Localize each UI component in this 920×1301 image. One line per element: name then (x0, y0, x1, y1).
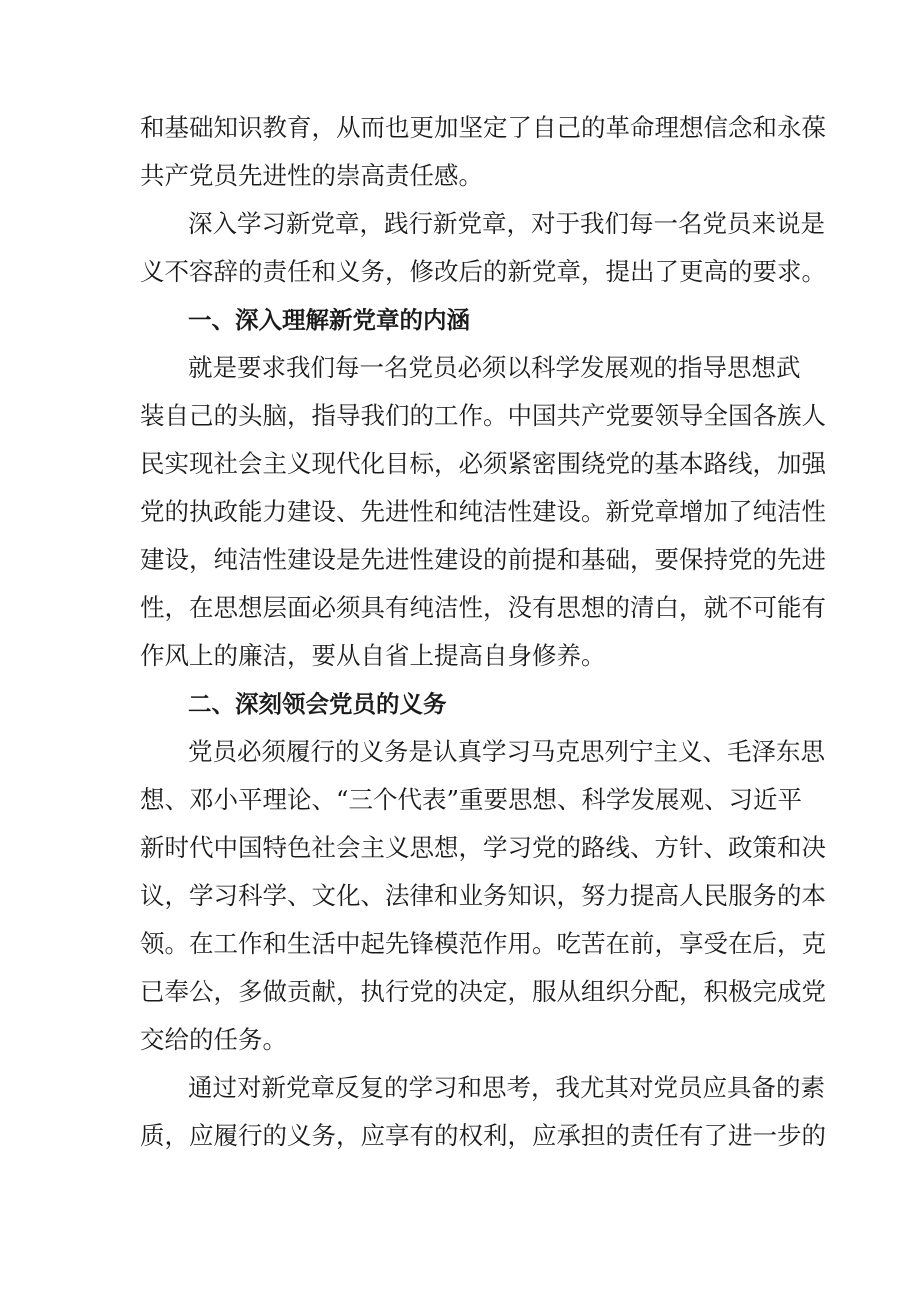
paragraph (140, 728, 826, 1064)
text-line: 义不容辞的责任和义务，修改后的新党章，提出了更高的要求。 (140, 257, 826, 286)
section-heading: 二、深刻领会党员的义务 (188, 690, 447, 718)
text-line: 新时代中国特色社会主义思想，学习党的路线、方针、政策和决 (140, 833, 826, 862)
text-line: 想、邓小平理论、“三个代表”重要思想、科学发展观、习近平 (140, 785, 803, 814)
text-line: 作风上的廉洁，要从自省上提高自身修养。 (140, 641, 606, 670)
paragraph (140, 344, 826, 680)
paragraph (140, 200, 826, 296)
paragraph (140, 104, 826, 200)
text-line: 民实现社会主义现代化目标，必须紧密围绕党的基本路线，加强 (140, 449, 826, 478)
text-line: 质，应履行的义务，应享有的权利，应承担的责任有了进一步的 (140, 1121, 826, 1150)
text-line: 深入学习新党章，践行新党章，对于我们每一名党员来说是 (188, 209, 825, 238)
text-line: 和基础知识教育，从而也更加坚定了自己的革命理想信念和永葆 (140, 113, 826, 142)
paragraph (140, 1064, 826, 1160)
text-line: 就是要求我们每一名党员必须以科学发展观的指导思想武 (188, 353, 801, 382)
text-line: 议，学习科学、文化、法律和业务知识，努力提高人民服务的本 (140, 881, 826, 910)
text-line: 通过对新党章反复的学习和思考，我尤其对党员应具备的素 (188, 1073, 825, 1102)
text-line: 装自己的头脑，指导我们的工作。中国共产党要领导全国各族人 (140, 401, 826, 430)
text-line: 建设，纯洁性建设是先进性建设的前提和基础，要保持党的先进 (140, 545, 826, 574)
text-line: 交给的任务。 (140, 1025, 287, 1054)
text-line: 党的执政能力建设、先进性和纯洁性建设。新党章增加了纯洁性 (140, 497, 826, 526)
section-heading: 一、深入理解新党章的内涵 (188, 306, 470, 334)
text-line: 领。在工作和生活中起先锋模范作用。吃苦在前，享受在后，克 (140, 929, 826, 958)
text-line: 性，在思想层面必须具有纯洁性，没有思想的清白，就不可能有 (140, 593, 826, 622)
text-line: 已奉公，多做贡献，执行党的决定，服从组织分配，积极完成党 (140, 977, 826, 1006)
text-line: 共产党员先进性的崇高责任感。 (140, 161, 483, 190)
document-page (140, 104, 826, 1160)
text-line: 党员必须履行的义务是认真学习马克思列宁主义、毛泽东思 (188, 737, 825, 766)
